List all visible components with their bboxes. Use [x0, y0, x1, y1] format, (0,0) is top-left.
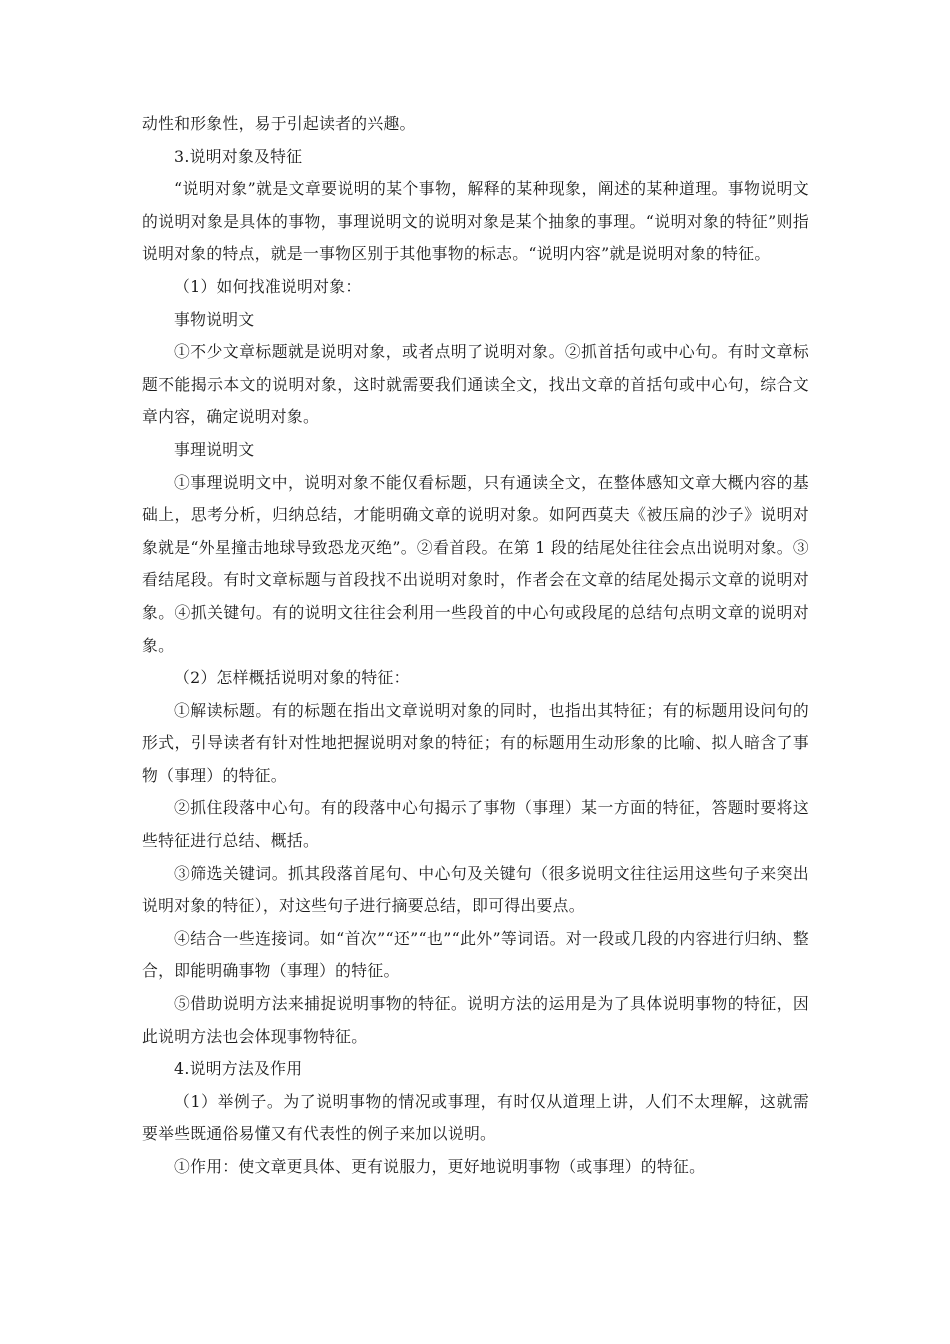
paragraph-feature-3: ③筛选关键词。抓其段落首尾句、中心句及关键句（很多说明文往往运用这些句子来突出说明对象的特征），对这些句子进行摘要总结，即可得出要点。 [142, 863, 809, 916]
section-heading-3: 3.说明对象及特征 [174, 146, 303, 166]
paragraph-definition: “说明对象”就是文章要说明的某个事物，解释的某种现象，阐述的某种道理。事物说明文的说明对象是具体的事物，事理说明文的说明对象是某个抽象的事理。“说明对象的特征”则指说明对象的特点，就是一事物区别于其他事物的标志。“说明内容”就是说明对象的特征。 [142, 179, 809, 264]
subheading-summarize-features: （2）怎样概括说明对象的特征： [174, 668, 410, 688]
label-reason-expository: 事理说明文 [174, 439, 255, 459]
document-body [142, 108, 809, 1184]
paragraph-continuation: 动性和形象性，易于引起读者的兴趣。 [142, 114, 416, 133]
paragraph-example-effect: ①作用：使文章更具体、更有说服力，更好地说明事物（或事理）的特征。 [174, 1157, 706, 1176]
paragraph-feature-5: ⑤借助说明方法来捕捉说明事物的特征。说明方法的运用是为了具体说明事物的特征，因此说明方法也会体现事物特征。 [142, 994, 809, 1046]
paragraph-feature-2: ②抓住段落中心句。有的段落中心句揭示了事物（事理）某一方面的特征，答题时要将这些特征进行总结、概括。 [142, 798, 809, 851]
paragraph-feature-4: ④结合一些连接词。如“首次”“还”“也”“此外”等词语。对一段或几段的内容进行归纳、整合，即能明确事物（事理）的特征。 [142, 928, 809, 981]
section-heading-4: 4.说明方法及作用 [174, 1059, 303, 1079]
paragraph-feature-1: ①解读标题。有的标题在指出文章说明对象的同时，也指出其特征；有的标题用设问句的形式，引导读者有针对性地把握说明对象的特征；有的标题用生动形象的比喻、拟人暗含了事物（事理）的特征。 [142, 700, 809, 785]
paragraph-example-method: （1）举例子。为了说明事物的情况或事理，有时仅从道理上讲，人们不太理解，这就需要举些既通俗易懂又有代表性的例子来加以说明。 [142, 1091, 809, 1144]
subheading-find-object: （1）如何找准说明对象： [174, 276, 362, 296]
paragraph-reason-methods: ①事理说明文中，说明对象不能仅看标题，只有通读全文，在整体感知文章大概内容的基础上，思考分析，归纳总结，才能明确文章的说明对象。如阿西莫夫《被压扁的沙子》说明对象就是“外星撞击地球导致恐龙灭绝”。②看首段。在第 1 段的结尾处往往会点出说明对象。③看结尾段。有时文章标题与首段找不出说明对象时，作者会在文章的结尾处揭示文章的说明对象。④抓关键句。有的说明文往往会利用一些段首的中心句或段尾的总结句点明文章的说明对象。 [142, 472, 809, 655]
paragraph-thing-methods: ①不少文章标题就是说明对象，或者点明了说明对象。②抓首括句或中心句。有时文章标题不能揭示本文的说明对象，这时就需要我们通读全文，找出文章的首括句或中心句，综合文章内容，确定说明对象。 [142, 342, 809, 427]
label-thing-expository: 事物说明文 [174, 309, 255, 329]
